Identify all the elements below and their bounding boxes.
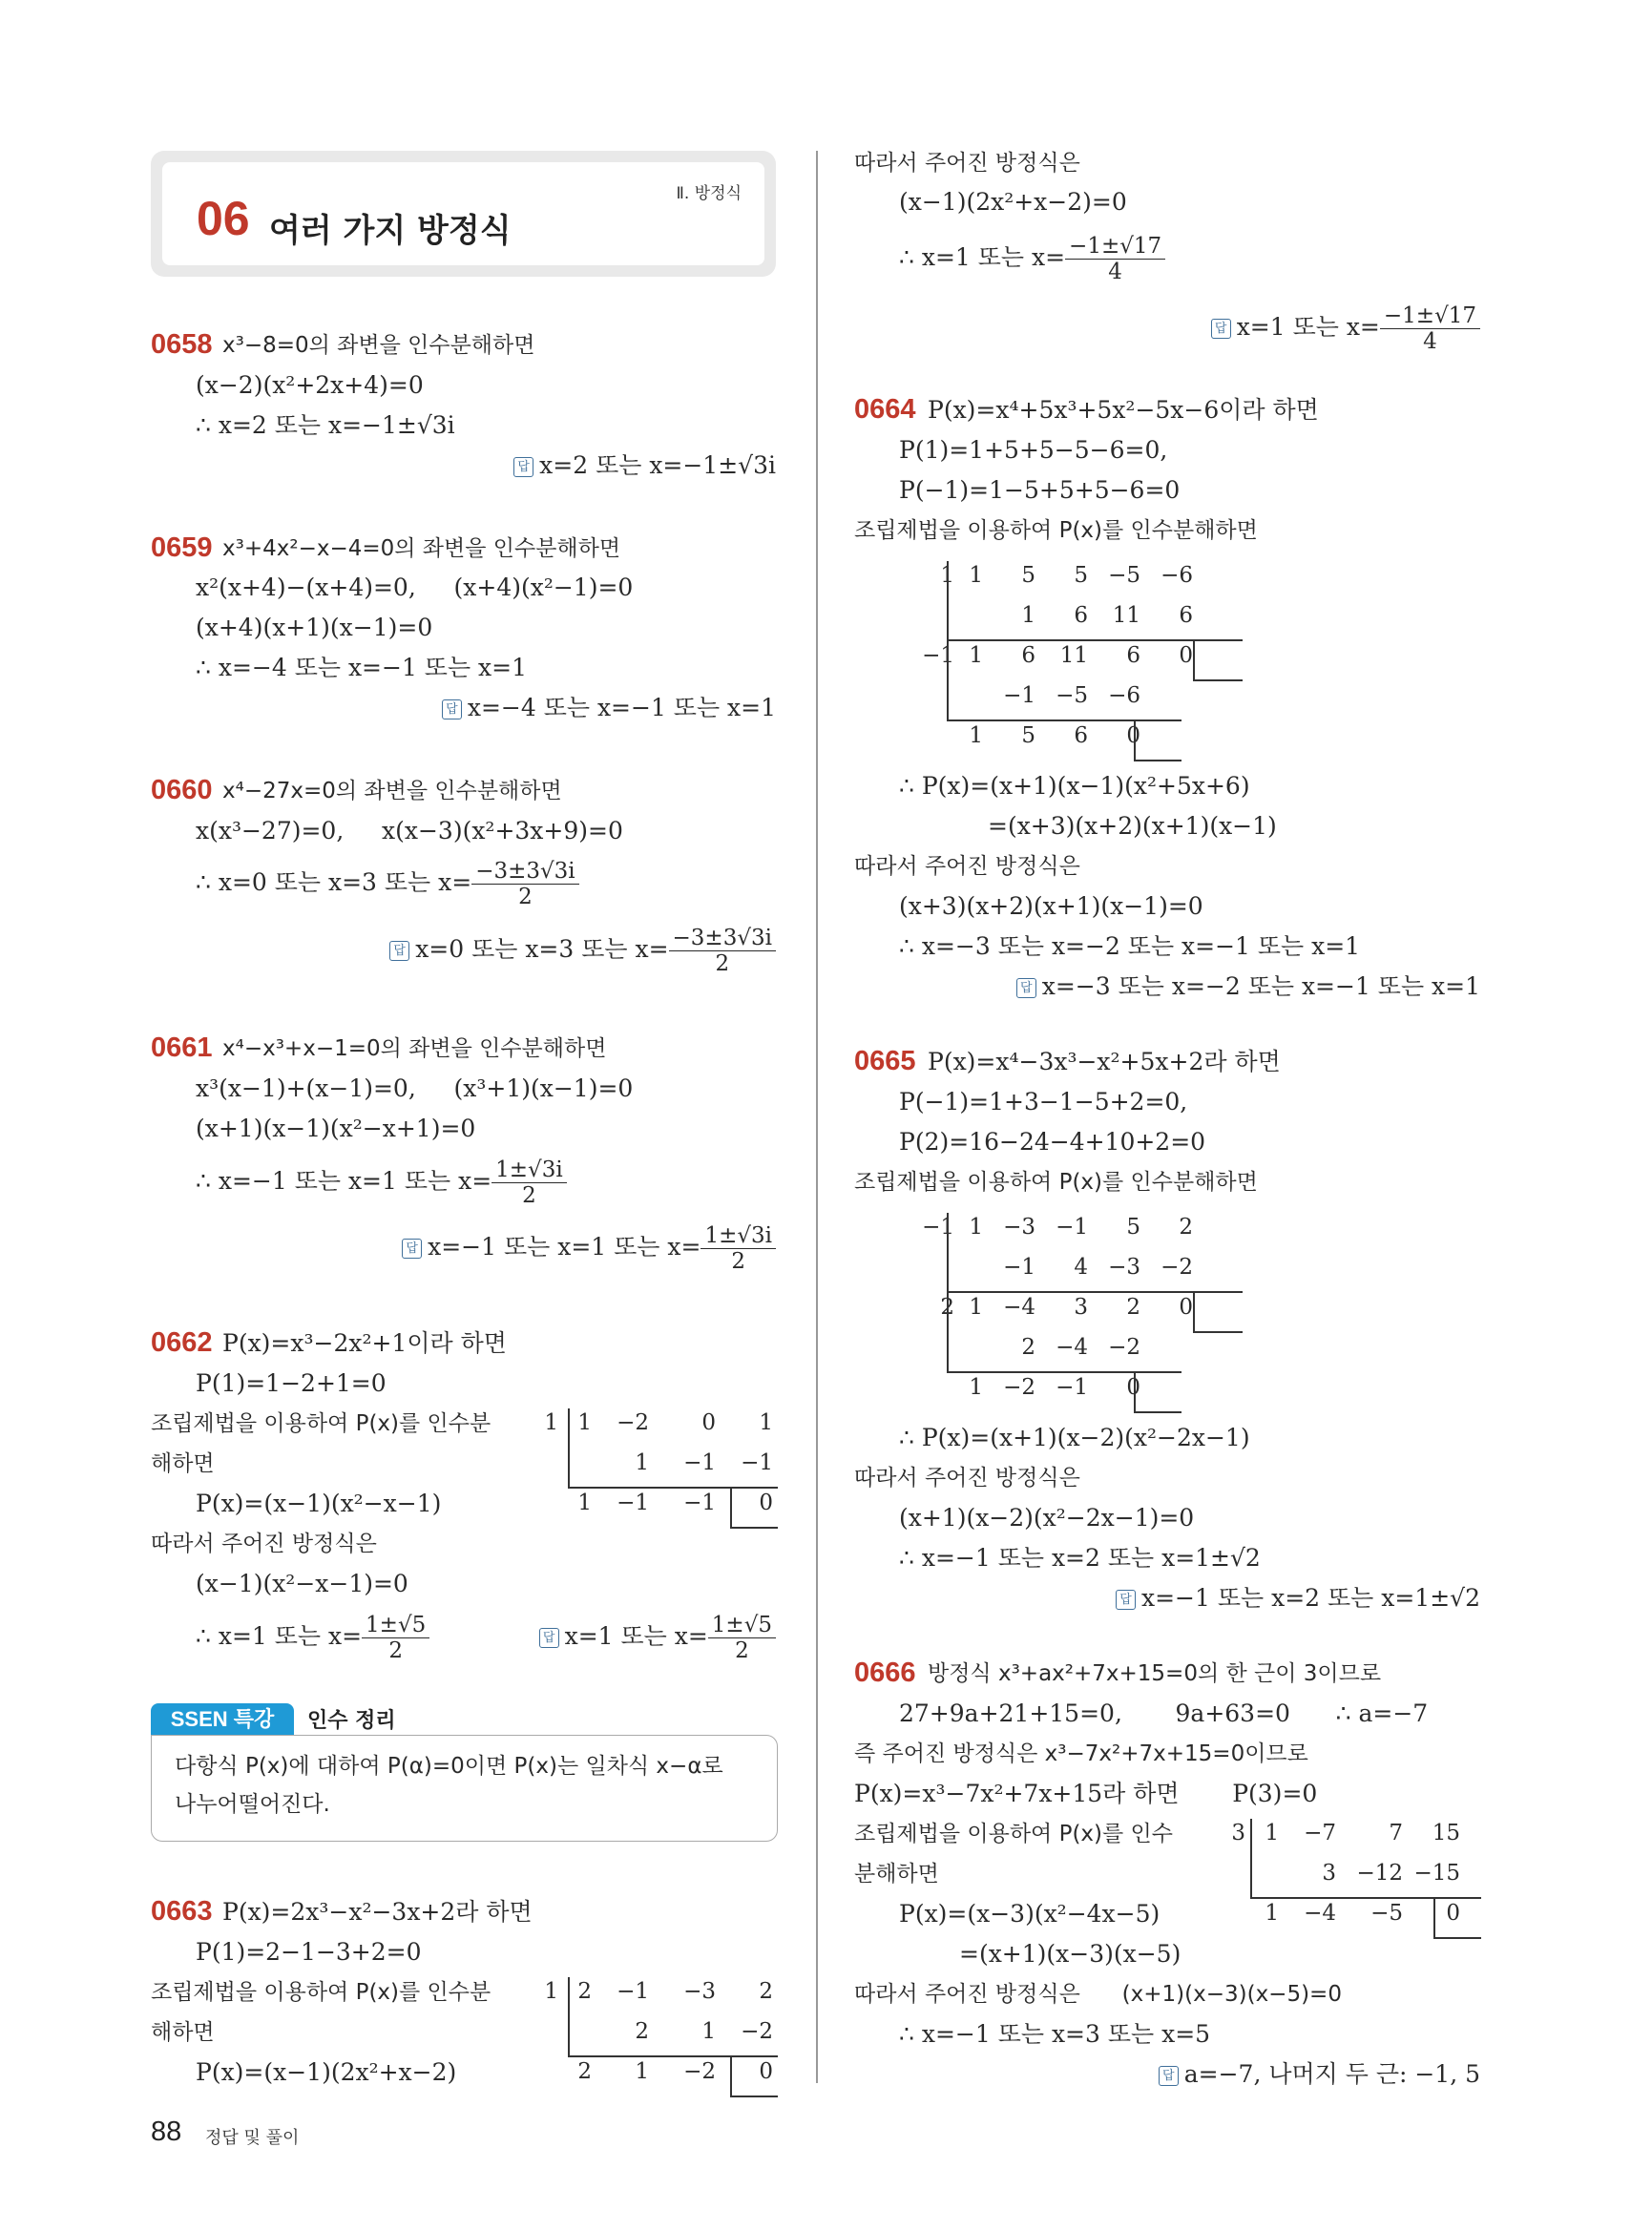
line: ∴ x=0 또는 x=3 또는 x= $\frac{-3\pm 3√3i}{2}$ <box>196 859 579 909</box>
remainder-box <box>1134 1371 1183 1411</box>
line: P(1)=1+5+5−5−6=0, <box>899 436 1168 464</box>
line: ∴ P(x)=(x+1)(x−2)(x²−2x−1) <box>899 1424 1250 1451</box>
line: 조립제법을 이용하여 P(x)를 인수분 <box>151 1980 491 2005</box>
line: P(x)=x⁴+5x³+5x²−5x−6이라 하면 <box>928 396 1319 424</box>
division-bar <box>947 561 949 639</box>
tip-line: 나누어떨어진다. <box>175 1792 330 1817</box>
line: P(1)=1−2+1=0 <box>196 1369 387 1397</box>
line: ∴ x=1 또는 x= $\frac{1\pm√5}{2}$ <box>196 1613 429 1663</box>
line: 해하면 <box>151 2020 215 2045</box>
remainder-box <box>730 2055 780 2095</box>
remainder-box <box>1193 639 1244 679</box>
line: 조립제법을 이용하여 P(x)를 인수분 <box>151 1411 491 1436</box>
answer-icon: 답 <box>1211 319 1231 339</box>
line: ∴ x=2 또는 x=−1±√3i <box>196 411 455 439</box>
line: P(x)=(x−1)(2x²+x−2) <box>196 2058 457 2086</box>
line: 따라서 주어진 방정식은 <box>151 1532 377 1556</box>
line: 따라서 주어진 방정식은 <box>854 854 1080 879</box>
synthetic-division: −1 1 −3 −1 5 2 −1 4 −3 −2 2 1 −4 3 2 0 2 −4 −2 1 −2 −1 0 <box>922 1215 1193 1400</box>
answer: 답 x=2 또는 x=−1±√3i <box>513 450 776 481</box>
answer-icon: 답 <box>539 1628 559 1648</box>
remainder-box <box>1134 719 1183 760</box>
line: (x−1)(x²−x−1)=0 <box>196 1570 408 1597</box>
line: P(1)=2−1−3+2=0 <box>196 1938 422 1966</box>
line: =(x+3)(x+2)(x+1)(x−1) <box>988 812 1277 840</box>
answer: 답 x=1 또는 x= $\frac{1\pm√5}{2}$ <box>539 1613 776 1663</box>
line: 27+9a+21+15=0, 9a+63=0 ∴ a=−7 <box>899 1699 1429 1727</box>
problem-number-0664: 0664 <box>854 394 916 425</box>
line: P(−1)=1+3−1−5+2=0, <box>899 1088 1188 1116</box>
answer-icon: 답 <box>402 1239 422 1259</box>
line: P(x)=x³−2x²+1이라 하면 <box>222 1329 507 1357</box>
division-bar <box>947 1293 949 1371</box>
column-divider <box>816 151 818 2083</box>
line: (x+3)(x+2)(x+1)(x−1)=0 <box>899 892 1203 920</box>
line: P(−1)=1−5+5+5−6=0 <box>899 476 1181 504</box>
line: 조립제법을 이용하여 P(x)를 인수분해하면 <box>854 1170 1258 1195</box>
line: 따라서 주어진 방정식은 (x+1)(x−3)(x−5)=0 <box>854 1982 1342 2007</box>
synthetic-division: 3 1 −7 7 15 3 −12 −15 1 −4 −5 0 <box>1231 1821 1460 1926</box>
division-bar <box>568 1408 570 1487</box>
chapter-title: 여러 가지 방정식 <box>269 212 512 250</box>
line: P(x)=2x³−x²−3x+2라 하면 <box>222 1898 533 1926</box>
line: (x−1)(2x²+x−2)=0 <box>899 188 1127 216</box>
answer-icon: 답 <box>1016 978 1036 998</box>
answer: 답 x=−1 또는 x=2 또는 x=1±√2 <box>1116 1583 1480 1614</box>
division-bar <box>568 1977 570 2055</box>
line: 해하면 <box>151 1451 215 1476</box>
line: ∴ P(x)=(x+1)(x−1)(x²+5x+6) <box>899 772 1250 800</box>
line: 방정식 x³+ax²+7x+15=0의 한 근이 3이므로 <box>928 1661 1382 1686</box>
chapter-header <box>151 151 776 277</box>
synthetic-division: 1 1 5 5 −5 −6 1 6 11 6 −1 1 6 11 6 0 −1 −5 −6 1 5 6 0 <box>922 563 1193 748</box>
line: P(x)=(x−1)(x²−x−1) <box>196 1490 442 1517</box>
division-bar <box>1250 1819 1252 1897</box>
line: x³−8=0의 좌변을 인수분해하면 <box>222 333 535 358</box>
section-label: Ⅱ. 방정식 <box>676 184 742 203</box>
synthetic-division: 1 2 −1 −3 2 2 1 −2 2 1 −2 0 <box>544 1979 773 2084</box>
fraction: $\frac{-3\pm 3√3i}{2}$ <box>471 859 578 909</box>
line: P(x)=x⁴−3x³−x²+5x+2라 하면 <box>928 1048 1281 1075</box>
answer-icon: 답 <box>513 457 533 477</box>
line: x²(x+4)−(x+4)=0, (x+4)(x²−1)=0 <box>196 573 634 601</box>
line: 따라서 주어진 방정식은 <box>854 151 1080 176</box>
line: ∴ x=−1 또는 x=2 또는 x=1±√2 <box>899 1544 1261 1572</box>
tip-title: 인수 정리 <box>307 1709 396 1733</box>
line: x³+4x²−x−4=0의 좌변을 인수분해하면 <box>222 536 621 561</box>
line: (x+4)(x+1)(x−1)=0 <box>196 614 433 641</box>
answer: 답 x=1 또는 x= $\frac{-1\pm√17}{4}$ <box>1211 303 1480 354</box>
line: ∴ x=−1 또는 x=3 또는 x=5 <box>899 2020 1211 2048</box>
line: 조립제법을 이용하여 P(x)를 인수 <box>854 1822 1173 1846</box>
answer-icon: 답 <box>389 941 409 961</box>
fraction: $\frac{-1\pm√17}{4}$ <box>1065 234 1165 284</box>
tip-badge: SSEN 특강 <box>151 1703 294 1736</box>
answer-icon: 답 <box>442 699 462 719</box>
fraction: $\frac{1\pm√5}{2}$ <box>362 1613 429 1663</box>
answer: 답 x=0 또는 x=3 또는 x= $\frac{-3\pm 3√3i}{2}$ <box>389 926 776 976</box>
tip-box <box>151 1735 778 1842</box>
line: ∴ x=−1 또는 x=1 또는 x= $\frac{1\pm√3i}{2}$ <box>196 1157 567 1208</box>
remainder-box <box>730 1487 780 1527</box>
footer-label: 정답 및 풀이 <box>205 2128 300 2148</box>
chapter-number: 06 <box>197 192 250 245</box>
line: x(x³−27)=0, x(x−3)(x²+3x+9)=0 <box>196 817 623 844</box>
synthetic-division: 1 1 −2 0 1 1 −1 −1 1 −1 −1 0 <box>544 1410 773 1515</box>
line: 따라서 주어진 방정식은 <box>854 1466 1080 1491</box>
line: =(x+1)(x−3)(x−5) <box>959 1940 1181 1968</box>
line: ∴ x=1 또는 x= $\frac{-1\pm√17}{4}$ <box>899 234 1165 284</box>
problem-number-0659: 0659 <box>151 532 213 563</box>
tip-line: 다항식 P(x)에 대하여 P(α)=0이면 P(x)는 일차식 x−α로 <box>175 1754 723 1779</box>
line: (x+1)(x−2)(x²−2x−1)=0 <box>899 1504 1195 1532</box>
answer: 답 a=−7, 나머지 두 근: −1, 5 <box>1159 2059 1480 2090</box>
remainder-box <box>1433 1897 1483 1937</box>
line: P(x)=x³−7x²+7x+15라 하면 P(3)=0 <box>854 1780 1318 1807</box>
line: ∴ x=−3 또는 x=−2 또는 x=−1 또는 x=1 <box>899 932 1361 960</box>
line: P(x)=(x−3)(x²−4x−5) <box>899 1900 1161 1928</box>
answer-icon: 답 <box>1116 1590 1136 1610</box>
remainder-box <box>1193 1291 1244 1331</box>
division-bar <box>947 641 949 719</box>
line: 즉 주어진 방정식은 x³−7x²+7x+15=0이므로 <box>854 1741 1308 1766</box>
division-bar <box>947 1213 949 1291</box>
problem-number-0660: 0660 <box>151 775 213 805</box>
problem-number-0658: 0658 <box>151 329 213 360</box>
line: x⁴−x³+x−1=0의 좌변을 인수분해하면 <box>222 1036 607 1061</box>
answer: 답 x=−4 또는 x=−1 또는 x=1 <box>442 693 776 723</box>
answer-icon: 답 <box>1159 2066 1179 2086</box>
page-number: 88 <box>151 2116 182 2147</box>
problem-number-0663: 0663 <box>151 1896 213 1927</box>
problem-number-0665: 0665 <box>854 1046 916 1076</box>
line: 분해하면 <box>854 1862 939 1887</box>
fraction: $\frac{1\pm√3i}{2}$ <box>491 1157 567 1208</box>
line: ∴ x=−4 또는 x=−1 또는 x=1 <box>196 654 527 681</box>
line: (x−2)(x²+2x+4)=0 <box>196 371 424 399</box>
line: (x+1)(x−1)(x²−x+1)=0 <box>196 1115 476 1142</box>
answer: 답 x=−3 또는 x=−2 또는 x=−1 또는 x=1 <box>1016 971 1480 1002</box>
line: P(2)=16−24−4+10+2=0 <box>899 1128 1206 1156</box>
problem-number-0662: 0662 <box>151 1327 213 1358</box>
line: x³(x−1)+(x−1)=0, (x³+1)(x−1)=0 <box>196 1074 634 1102</box>
line: x⁴−27x=0의 좌변을 인수분해하면 <box>222 779 562 803</box>
problem-number-0661: 0661 <box>151 1032 213 1063</box>
line: 조립제법을 이용하여 P(x)를 인수분해하면 <box>854 518 1258 543</box>
problem-number-0666: 0666 <box>854 1658 916 1688</box>
answer: 답 x=−1 또는 x=1 또는 x= $\frac{1\pm√3i}{2}$ <box>402 1223 776 1274</box>
